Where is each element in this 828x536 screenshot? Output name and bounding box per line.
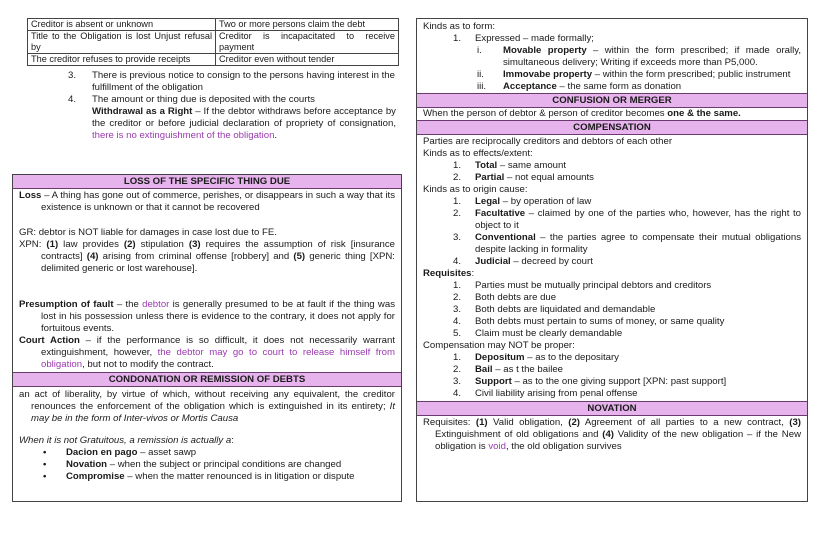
list-item [68, 70, 396, 94]
item-text: There is previous notice to consign to the persons having interest in the fulfillment of the obligation [92, 70, 395, 93]
bullet-icon: • [43, 446, 47, 458]
bullet-term: Dacion en pago [66, 446, 138, 458]
item-text: Both debts must pertain to sums of money, or same quality [475, 315, 725, 327]
list-item [423, 292, 801, 304]
condonation-header: CONDONATION OR REMISSION OF DEBTS [13, 372, 401, 387]
table-row [28, 31, 399, 54]
condonation-italic: It may be in the form of Inter-vivos or Mortis Causa [31, 400, 395, 424]
list-item [423, 316, 801, 328]
novation-part: Agreement of all parties to a new contract, [579, 416, 790, 428]
xpn-text: requires the assumption of risk [insurance contracts] [41, 238, 395, 262]
item-text: Both debts are liquidated and demandable [475, 303, 656, 315]
list-item [423, 280, 801, 292]
item-text: – as t the bailee [492, 363, 564, 375]
list-item [423, 172, 801, 184]
withdrawal-paragraph [68, 106, 396, 142]
kinds-form-title: Kinds as to form: [423, 21, 495, 32]
item-text: – by operation of law [500, 195, 592, 207]
list-item [423, 45, 801, 69]
item-text: Parties must be mutually principal debtors and creditors [475, 279, 712, 291]
compensation-header: COMPENSATION [417, 120, 807, 135]
list-item [423, 33, 801, 45]
not-gratuitous-text: When it is not Gratuitous, a remission is actually a [19, 434, 232, 446]
novation-num: (4) [602, 428, 614, 440]
item-number: 2. [453, 363, 462, 375]
item-text: – decreed by court [510, 255, 593, 267]
item-term: Acceptance [503, 80, 557, 92]
item-text: Both debts are due [475, 291, 557, 303]
item-term: Depositum [475, 351, 525, 363]
item-term: Facultative [475, 207, 526, 219]
item-text: – as to the depositary [524, 351, 619, 363]
xpn-num: (5) [293, 250, 306, 262]
xpn-num: (3) [188, 238, 201, 250]
novation-part: Validity of the new obligation – if the New obligation is [435, 428, 802, 452]
item-term: Total [475, 159, 498, 171]
item-number: 1. [453, 195, 462, 207]
xpn-label: XPN: [19, 238, 47, 250]
item-term: Bail [475, 363, 493, 375]
item-number: 4. [68, 93, 77, 105]
list-item [423, 232, 801, 256]
condonation-text: an act of liberality, by virtue of which, without receiving any equivalent, the creditor renounces the enforcement of the obligation which is extinguished in its entirety; [19, 388, 395, 412]
colon: : [231, 434, 234, 446]
pof-text: is generally presumed to be at fault if the thing was lost in his possession unless there is evidence to the contrary, it does not apply for fortuitous events. [41, 298, 395, 334]
bullet-text: – asset sawp [137, 446, 197, 458]
consignation-table [27, 18, 399, 66]
item-text: – the parties agree to compensate their mutual obligations despite lacking in formality [475, 231, 801, 255]
colon: : [471, 267, 475, 279]
item-term: Conventional [475, 231, 536, 243]
novation-part: Valid obligation, [487, 416, 569, 428]
item-number: 3. [453, 303, 462, 315]
item-number: 1. [453, 279, 462, 291]
requisites-title: Requisites [423, 267, 472, 279]
item-number: 5. [453, 327, 462, 339]
item-term: Judicial [475, 255, 511, 267]
item-term: Legal [475, 195, 501, 207]
item-number: iii. [477, 80, 487, 92]
item-text: – same amount [497, 159, 567, 171]
item-text: Expressed – made formally; [475, 32, 594, 44]
court-action [19, 335, 395, 371]
right-column [416, 18, 808, 502]
item-number: 1. [453, 32, 462, 44]
effects-title: Kinds as to effects/extent: [423, 147, 533, 159]
item-number: 4. [453, 315, 462, 327]
compensation-intro: Parties are reciprocally creditors and debtors of each other [423, 135, 673, 147]
list-item [43, 459, 395, 471]
confusion-header: CONFUSION OR MERGER [417, 93, 807, 108]
xpn-text: law provides [58, 238, 124, 250]
withdrawal-text: – If the debtor withdraws before acceptance by the creditor or before judicial declaration of propriety of consignation, [92, 105, 396, 129]
item-text: – within the form prescribed; public instrument [592, 68, 791, 80]
item-term: Support [475, 375, 512, 387]
list-item [423, 364, 801, 376]
item-text: The amount or thing due is deposited with the courts [92, 93, 315, 105]
item-text: – claimed by one of the parties who, however, has the right to object to it [475, 207, 801, 231]
table-cell: Creditor even without tender [216, 54, 399, 66]
loss-definition [19, 190, 395, 214]
item-number: 2. [453, 291, 462, 303]
list-item [423, 160, 801, 172]
loss-section [12, 174, 402, 502]
confusion-text: When the person of debtor & person of creditor becomes [423, 107, 668, 119]
item-number: 4. [453, 255, 462, 267]
bullet-term: Compromise [66, 470, 125, 482]
list-item [423, 376, 801, 388]
list-item [423, 388, 801, 400]
list-item [423, 256, 801, 268]
list-item [423, 81, 801, 93]
item-text: – as to the one giving support [XPN: past support] [511, 375, 727, 387]
item-number: i. [477, 44, 482, 56]
loss-text: – A thing has gone out of commerce, perishes, or disappears in such a way that its existence is unknown or that it cannot be recovered [41, 190, 395, 213]
bullet-icon: • [43, 458, 47, 470]
list-item [423, 208, 801, 232]
item-term: Partial [475, 171, 505, 183]
loss-general-rule: GR: debtor is NOT liable for damages in case lost due to FE. [19, 226, 277, 238]
xpn-num: (1) [46, 238, 59, 250]
not-proper-title: Compensation may NOT be proper: [423, 339, 575, 351]
xpn-text: stipulation [135, 238, 189, 250]
withdrawal-highlight: there is no extinguishment of the obligation [92, 129, 275, 141]
pof-highlight: debtor [142, 298, 170, 310]
xpn-num: (2) [123, 238, 136, 250]
pof-term: Presumption of fault [19, 298, 114, 310]
loss-header: LOSS OF THE SPECIFIC THING DUE [13, 175, 401, 189]
item-text: – within the form prescribed; if made orally, simultaneous delivery; Writing if exceeds more than P5,000. [503, 44, 801, 68]
withdrawal-end: . [274, 129, 278, 141]
item-text: – the same form as donation [556, 80, 682, 92]
withdrawal-title: Withdrawal as a Right [92, 105, 193, 117]
table-row [28, 19, 399, 31]
table-row [28, 54, 399, 66]
confusion-bold: one & the same. [667, 107, 741, 119]
bullet-text: – when the matter renounced is in litigation or dispute [124, 470, 355, 482]
consignation-list [68, 70, 396, 142]
novation-header: NOVATION [417, 401, 807, 416]
table-cell: Creditor is incapacitated to receive payment [216, 31, 399, 54]
novation-label: Requisites: [423, 416, 476, 428]
list-item [423, 352, 801, 364]
list-item [43, 471, 395, 483]
table-cell: Creditor is absent or unknown [28, 19, 216, 31]
ca-highlight: the debtor may go to court to release himself from obligation [41, 346, 395, 370]
item-term: Immovabe property [503, 68, 593, 80]
confusion-text-row [417, 108, 807, 120]
condonation-bullets [19, 447, 395, 483]
presumption-of-fault [19, 299, 395, 335]
pof-text: – the [113, 298, 143, 310]
item-number: 3. [68, 70, 77, 81]
table-cell: The creditor refuses to provide receipts [28, 54, 216, 66]
list-item [423, 304, 801, 316]
loss-exceptions [19, 239, 395, 275]
item-number: 4. [453, 387, 462, 399]
novation-num: (2) [568, 416, 580, 428]
ca-text: – if the performance is so difficult, it does not necessarily warrant extinguishment, however, [41, 334, 395, 358]
bullet-icon: • [43, 470, 47, 482]
origin-title: Kinds as to origin cause: [423, 183, 528, 195]
item-text: Claim must be clearly demandable [475, 327, 623, 339]
novation-text [417, 416, 807, 453]
table-cell: Two or more persons claim the debt [216, 19, 399, 31]
requisites-title-row [423, 268, 801, 280]
xpn-text: arising from criminal offense [robbery] and [98, 250, 294, 262]
list-item [423, 328, 801, 340]
list-item [68, 94, 396, 106]
xpn-text: generic thing [XPN: delimited generic or lost warehouse]. [41, 250, 395, 274]
condonation-definition [19, 389, 395, 425]
bullet-term: Novation [66, 458, 108, 470]
list-item [423, 69, 801, 81]
novation-num: (3) [789, 416, 802, 428]
item-number: 1. [453, 159, 462, 171]
item-number: 2. [453, 171, 462, 183]
item-number: 3. [453, 231, 462, 243]
not-gratuitous-line [19, 435, 395, 447]
item-number: 1. [453, 351, 462, 363]
ca-term: Court Action [19, 334, 80, 346]
list-item [423, 196, 801, 208]
item-text: – not equal amounts [504, 171, 594, 183]
item-number: ii. [477, 68, 484, 80]
novation-highlight: void [488, 440, 506, 452]
item-term: Movable property [503, 44, 587, 56]
item-number: 2. [453, 207, 462, 219]
table-cell: Title to the Obligation is lost Unjust refusal by [28, 31, 216, 54]
loss-term: Loss [19, 190, 42, 201]
novation-part: , the old obligation survives [505, 440, 622, 452]
novation-num: (1) [475, 416, 488, 428]
list-item [43, 447, 395, 459]
ca-text: , but not to modify the contract. [82, 358, 214, 370]
novation-part: Extinguishment of old obligations and [435, 428, 603, 440]
xpn-num: (4) [86, 250, 99, 262]
bullet-text: – when the subject or principal conditions are changed [107, 458, 342, 470]
item-number: 3. [453, 375, 462, 387]
item-text: Civil liability arising from penal offense [475, 387, 638, 399]
